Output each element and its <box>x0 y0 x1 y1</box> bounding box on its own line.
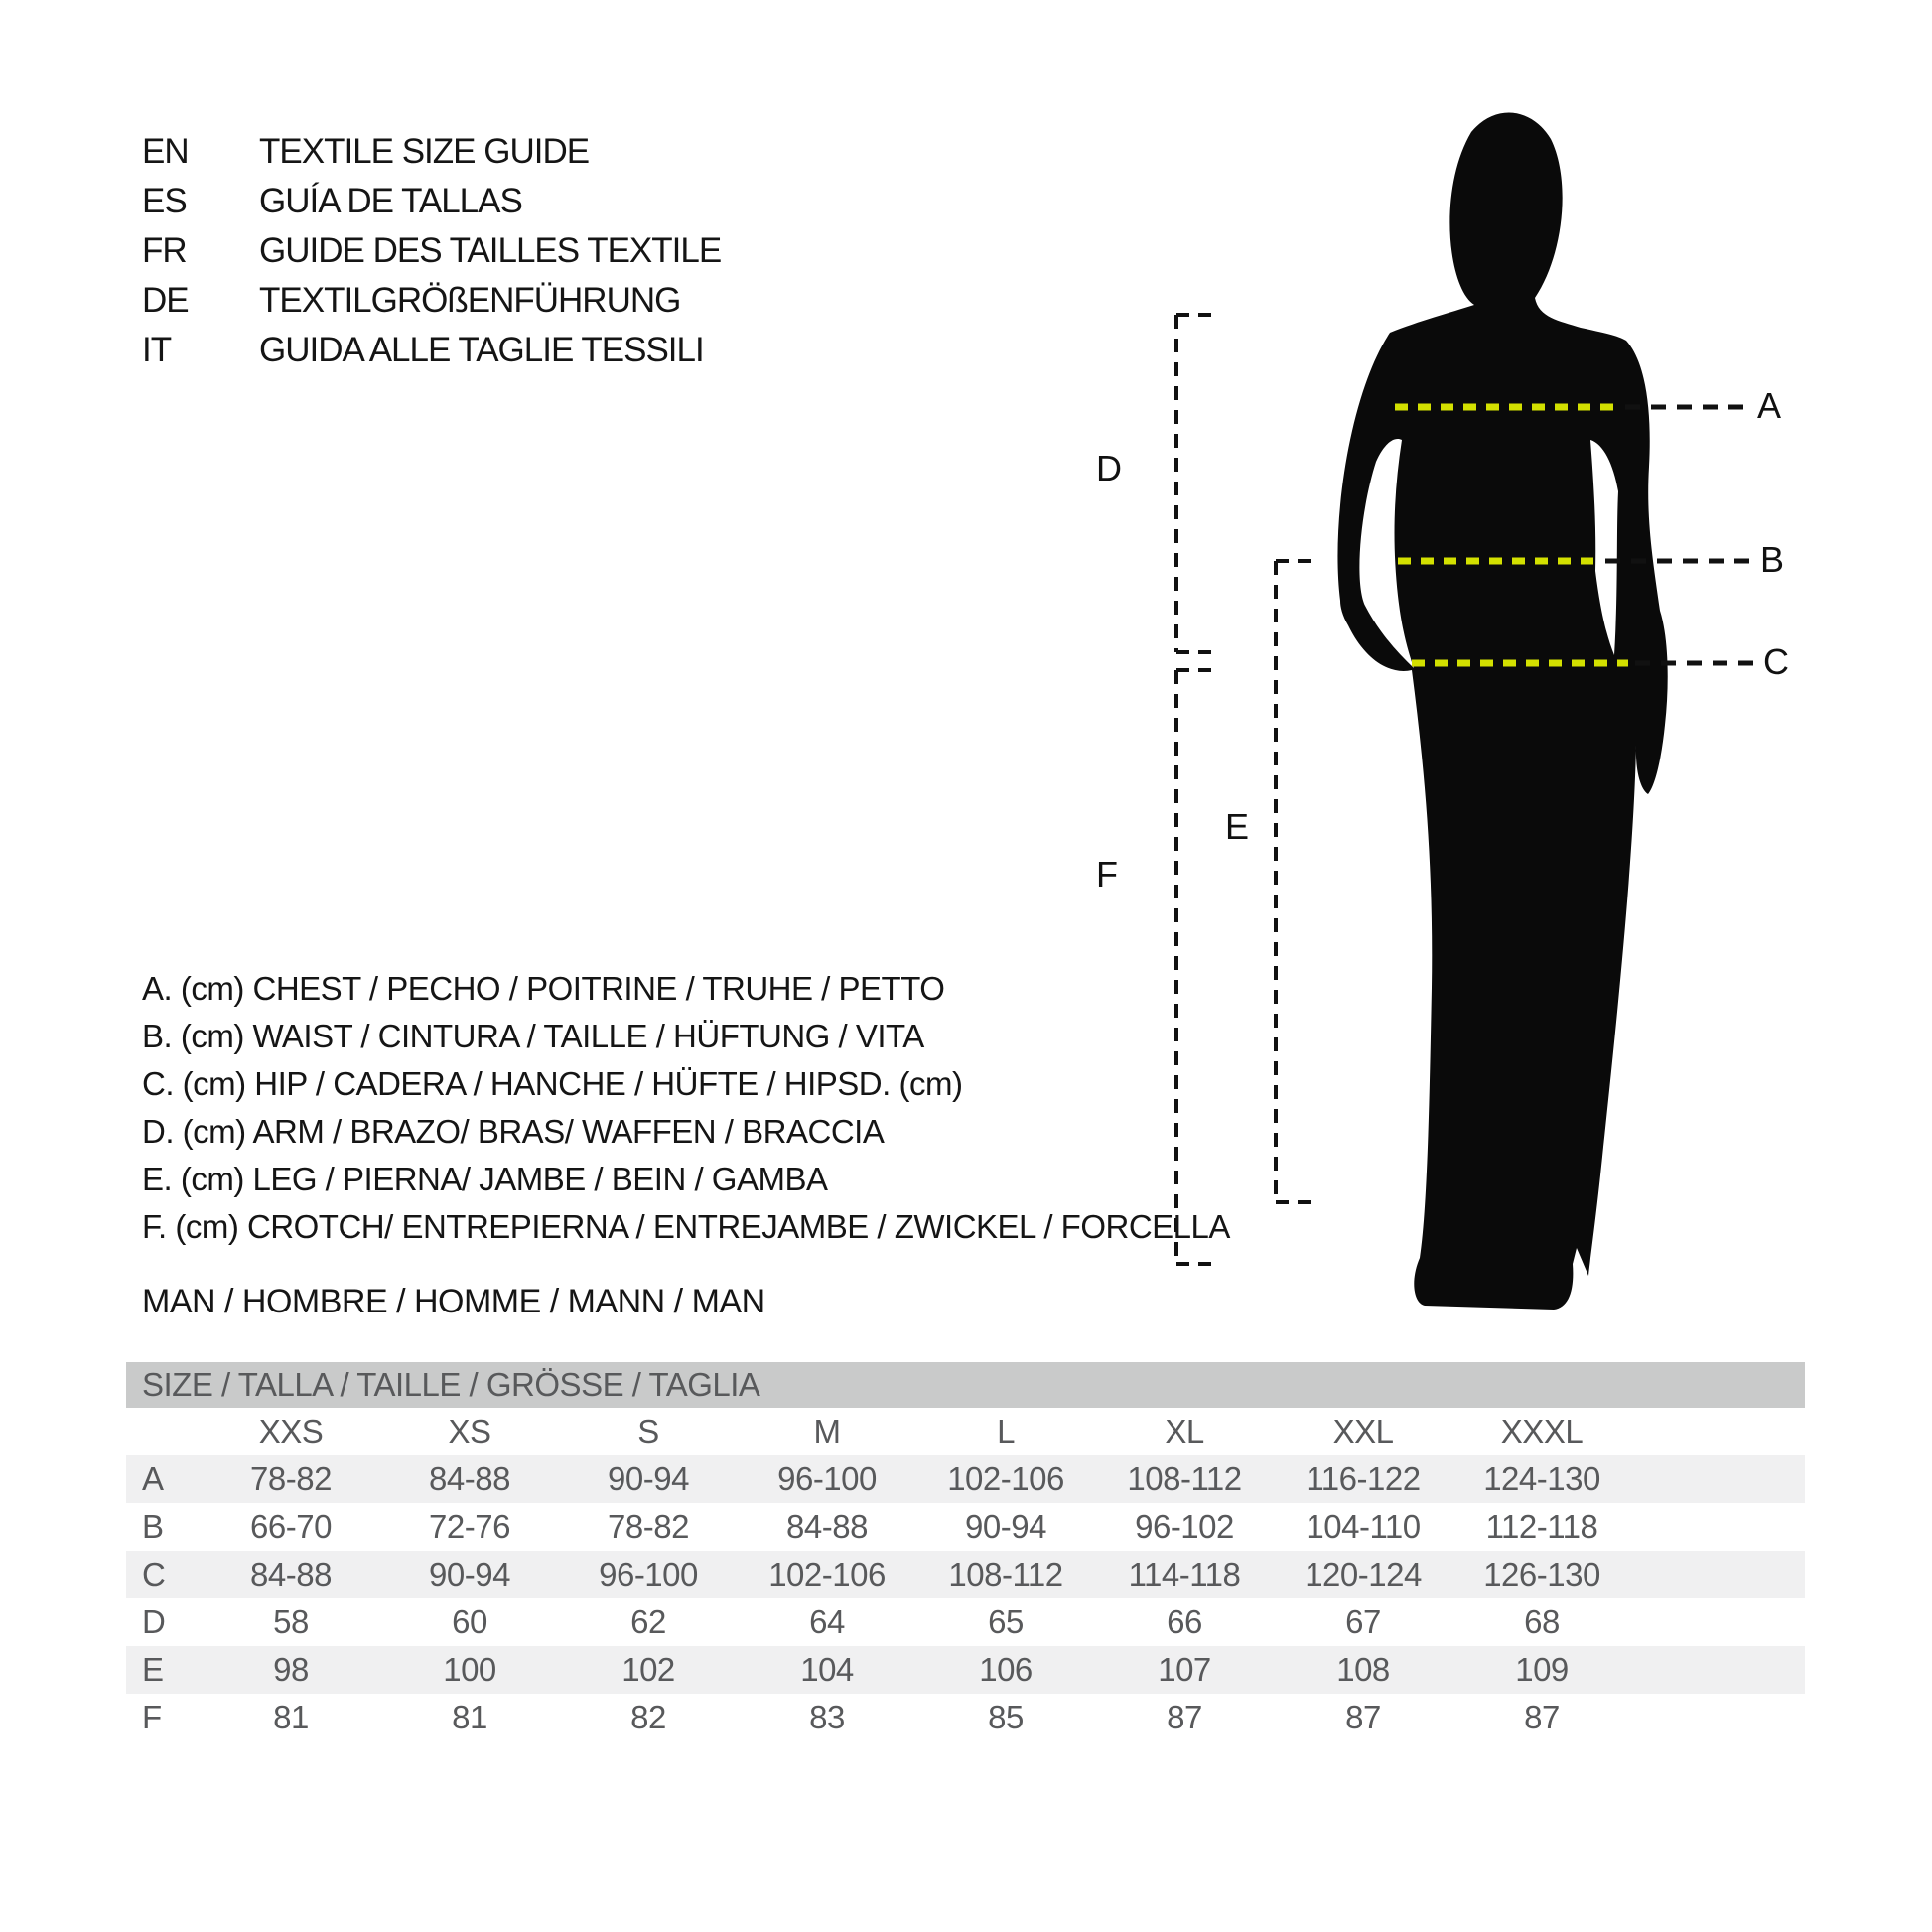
table-cell: 102-106 <box>947 1460 1064 1497</box>
language-code: EN <box>142 132 189 171</box>
table-row <box>126 1646 1805 1694</box>
size-table-body <box>126 1455 1805 1741</box>
table-cell: 90-94 <box>429 1556 510 1592</box>
row-label: F <box>142 1699 163 1735</box>
table-cell: 87 <box>1167 1699 1202 1735</box>
table-cell: 78-82 <box>608 1508 689 1545</box>
hip-label-C: C <box>1763 641 1788 682</box>
table-cell: 114-118 <box>1128 1556 1241 1592</box>
legend-line: F. (cm) CROTCH/ ENTREPIERNA / ENTREJAMBE / ZWICKEL / FORCELLA <box>142 1208 1230 1245</box>
table-cell: 90-94 <box>608 1460 689 1497</box>
size-table-header: SIZE / TALLA / TAILLE / GRÖSSE / TAGLIA <box>126 1362 1805 1408</box>
table-cell: 81 <box>273 1699 309 1735</box>
table-cell: 58 <box>273 1603 309 1640</box>
guide-title: TEXTILE SIZE GUIDE <box>259 132 590 171</box>
table-cell: 67 <box>1345 1603 1381 1640</box>
guide-title: GUIDA ALLE TAGLIE TESSILI <box>259 331 704 369</box>
waist-label-B: B <box>1760 539 1784 580</box>
table-cell: 116-122 <box>1306 1460 1421 1497</box>
table-cell: 96-100 <box>599 1556 698 1592</box>
language-title-row <box>142 226 721 276</box>
table-cell: 120-124 <box>1305 1556 1422 1592</box>
language-code: ES <box>142 182 187 220</box>
table-cell: 81 <box>452 1699 487 1735</box>
table-row <box>126 1694 1805 1741</box>
size-column-header: S <box>637 1413 659 1449</box>
chest-label-A: A <box>1757 385 1781 426</box>
table-cell: 102 <box>621 1651 675 1688</box>
table-row <box>126 1551 1805 1598</box>
table-cell: 124-130 <box>1483 1460 1600 1497</box>
table-cell: 68 <box>1524 1603 1560 1640</box>
language-code: IT <box>142 331 172 369</box>
table-cell: 90-94 <box>965 1508 1046 1545</box>
table-cell: 112-118 <box>1485 1508 1598 1545</box>
table-cell: 84-88 <box>250 1556 332 1592</box>
measurement-legend <box>142 965 1230 1251</box>
row-label: B <box>142 1508 165 1545</box>
legend-line: E. (cm) LEG / PIERNA/ JAMBE / BEIN / GAMBA <box>142 1161 828 1197</box>
leg-label-E: E <box>1225 806 1249 847</box>
table-cell: 102-106 <box>768 1556 886 1592</box>
legend-line: A. (cm) CHEST / PECHO / POITRINE / TRUHE / PETTO <box>142 970 945 1007</box>
crotch-label-F: F <box>1096 854 1117 895</box>
row-label: D <box>142 1603 166 1640</box>
size-table <box>126 1362 1805 1741</box>
size-table-columns-row <box>126 1408 1805 1455</box>
size-column-header: XXXL <box>1500 1413 1584 1449</box>
language-title-list <box>142 127 721 375</box>
category-title: MAN / HOMBRE / HOMME / MANN / MAN <box>142 1283 765 1320</box>
row-label: E <box>142 1651 165 1688</box>
table-cell: 109 <box>1515 1651 1569 1688</box>
table-cell: 65 <box>988 1603 1024 1640</box>
table-cell: 107 <box>1158 1651 1211 1688</box>
table-row <box>126 1598 1805 1646</box>
table-cell: 66-70 <box>250 1508 332 1545</box>
table-cell: 104 <box>800 1651 854 1688</box>
size-column-header: L <box>997 1413 1015 1449</box>
table-cell: 108-112 <box>948 1556 1063 1592</box>
language-code: FR <box>142 231 187 270</box>
table-cell: 126-130 <box>1483 1556 1600 1592</box>
size-column-header: XXS <box>258 1413 324 1449</box>
size-column-header: XXL <box>1332 1413 1394 1449</box>
language-code: DE <box>142 281 189 320</box>
legend-line: D. (cm) ARM / BRAZO/ BRAS/ WAFFEN / BRACCIA <box>142 1113 885 1150</box>
arm-label-D: D <box>1096 448 1121 488</box>
table-row <box>126 1455 1805 1503</box>
guide-title: GUÍA DE TALLAS <box>259 182 522 220</box>
row-label: A <box>142 1460 165 1497</box>
table-cell: 66 <box>1167 1603 1202 1640</box>
size-column-header: XL <box>1165 1413 1204 1449</box>
table-cell: 96-102 <box>1135 1508 1234 1545</box>
row-label: C <box>142 1556 166 1592</box>
guide-title: GUIDE DES TAILLES TEXTILE <box>259 231 722 270</box>
legend-line: C. (cm) HIP / CADERA / HANCHE / HÜFTE / HIPSD. (cm) <box>142 1065 963 1102</box>
table-cell: 106 <box>979 1651 1033 1688</box>
size-column-header: XS <box>448 1413 491 1449</box>
table-cell: 87 <box>1524 1699 1560 1735</box>
legend-line: B. (cm) WAIST / CINTURA / TAILLE / HÜFTUNG / VITA <box>142 1018 924 1054</box>
language-title-row <box>142 276 721 326</box>
table-cell: 108 <box>1336 1651 1390 1688</box>
size-column-header: M <box>813 1413 841 1449</box>
table-cell: 85 <box>988 1699 1024 1735</box>
guide-title: TEXTILGRÖßENFÜHRUNG <box>259 281 681 320</box>
table-cell: 78-82 <box>250 1460 332 1497</box>
table-cell: 108-112 <box>1127 1460 1242 1497</box>
language-title-row <box>142 127 721 177</box>
language-title-row <box>142 326 721 375</box>
table-cell: 84-88 <box>786 1508 868 1545</box>
table-cell: 83 <box>809 1699 845 1735</box>
table-cell: 64 <box>809 1603 845 1640</box>
table-cell: 100 <box>443 1651 496 1688</box>
table-cell: 72-76 <box>429 1508 510 1545</box>
table-cell: 104-110 <box>1306 1508 1421 1545</box>
table-row <box>126 1503 1805 1551</box>
language-title-row <box>142 177 721 226</box>
man-silhouette <box>1337 113 1667 1310</box>
table-cell: 82 <box>630 1699 666 1735</box>
table-cell: 62 <box>630 1603 666 1640</box>
table-cell: 96-100 <box>777 1460 877 1497</box>
table-cell: 98 <box>273 1651 309 1688</box>
table-cell: 60 <box>452 1603 487 1640</box>
table-cell: 87 <box>1345 1699 1381 1735</box>
table-cell: 84-88 <box>429 1460 510 1497</box>
